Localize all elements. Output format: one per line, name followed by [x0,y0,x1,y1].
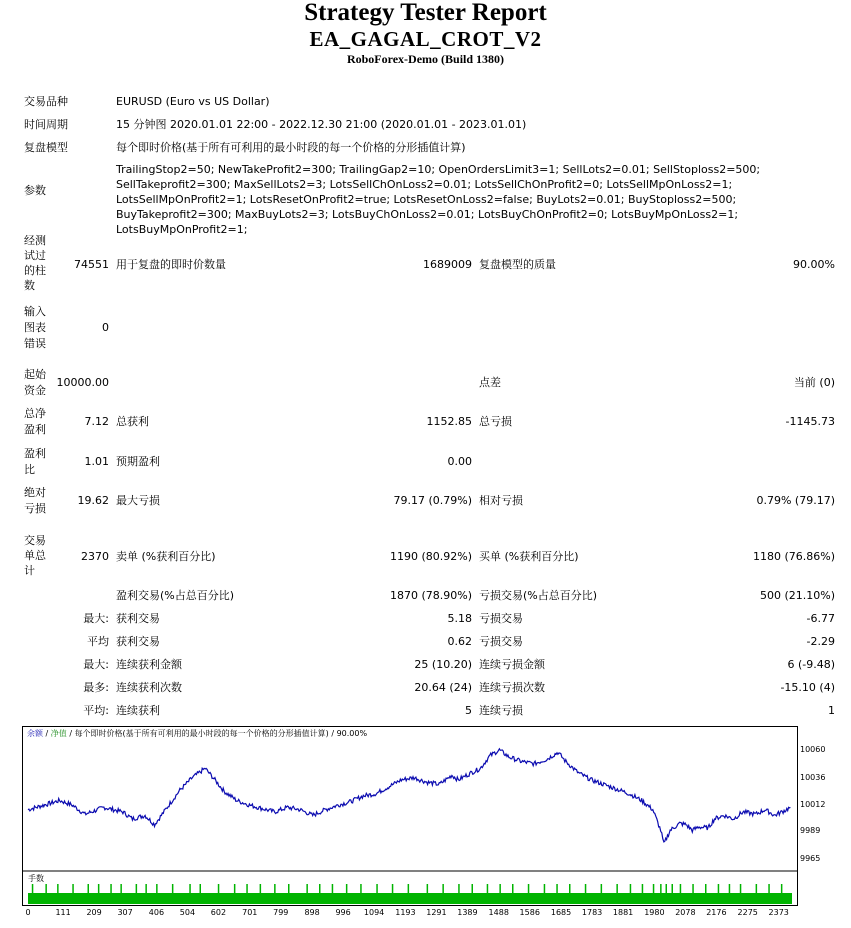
x-tick-label: 2275 [737,908,758,917]
loss-trades-value: 500 (21.10%) [759,589,835,602]
average-profit-value: 0.62 [447,635,472,648]
average-loss-label: 亏损交易 [479,635,523,648]
x-tick-label: 307 [117,908,133,917]
y-tick-label: 10012 [800,800,826,810]
net-value: 7.12 [84,415,109,428]
largest-loss-label: 亏损交易 [479,612,523,625]
y-tick-label: 9965 [800,853,821,863]
report-title: Strategy Tester Report [304,0,547,26]
ticks-value: 1689009 [423,258,472,271]
volume-label: 手数 [28,874,44,883]
x-tick-label: 1783 [581,908,603,917]
x-tick-label: 1980 [644,908,665,917]
period-label: 时间周期 [24,118,68,131]
errors-value: 0 [102,321,109,334]
profit-trades-value: 1870 (78.90%) [389,589,472,602]
largest-prefix: 最大: [83,612,109,625]
caption-equity: 净值 [50,729,67,738]
ea-name: EA_GAGAL_CROT_V2 [309,27,542,51]
x-tick-label: 1094 [363,908,385,917]
x-tick-label: 1586 [519,908,540,917]
caption-separator: / [43,729,51,738]
y-tick-label: 10036 [800,772,826,782]
average-loss-value: -2.29 [806,635,835,648]
x-tick-label: 602 [210,908,227,917]
x-tick-label: 2176 [706,908,727,917]
quality-value: 90.00% [793,258,835,271]
caption-balance: 余额 [27,729,43,738]
average-prefix: 平均 [87,635,109,648]
max-cons-profit-label: 连续获利次数 [116,681,182,694]
balance-chart-frame [22,726,798,906]
errors-label: 输入图表错误 [24,305,46,350]
net-label: 总净盈利 [24,407,46,436]
average-profit-label: 获利交易 [116,635,160,648]
max-cons-loss-value: -15.10 (4) [780,681,835,694]
long-value: 1180 (76.86%) [752,550,835,563]
spread-value: 当前 (0) [793,376,835,389]
x-tick-label: 996 [335,908,351,917]
trades-label: 交易单总计 [24,534,46,577]
quality-label: 复盘模型的质量 [479,258,556,271]
deposit-label: 起始资金 [24,368,46,397]
bars-value: 74551 [74,258,109,271]
max-cons-profit-value: 20.64 (24) [414,681,472,694]
max-cons-prefix: 最大: [83,658,109,671]
avg-cons-wins-value: 5 [465,704,472,717]
max-cons-losses-label: 连续亏损金额 [479,658,545,671]
abs-dd-label: 绝对亏损 [24,486,46,515]
max-cons-wins-label: 连续获利金额 [116,658,182,671]
gross-profit-value: 1152.85 [426,415,472,428]
avg-cons-prefix: 平均: [83,704,109,717]
trades-value: 2370 [81,550,109,563]
gross-profit-label: 总获利 [116,415,149,428]
abs-dd-value: 19.62 [77,494,109,507]
rel-dd-value: 0.79% (79.17) [756,494,835,507]
max-cons-loss-label: 连续亏损次数 [479,681,545,694]
x-tick-label: 1193 [395,908,416,917]
y-tick-label: 9989 [800,826,821,836]
largest-profit-value: 5.18 [447,612,472,625]
max-cons-count-prefix: 最多: [83,681,109,694]
largest-profit-label: 获利交易 [116,612,160,625]
largest-loss-value: -6.77 [806,612,835,625]
ticks-label: 用于复盘的即时价数量 [116,258,226,271]
caption-model: / 每个即时价格(基于所有可利用的最小时段的每一个价格的分形插值计算) / 90.00% [66,729,368,738]
x-tick-label: 0 [25,908,31,917]
rel-dd-label: 相对亏损 [479,494,523,507]
max-cons-wins-value: 25 (10.20) [414,658,472,671]
long-label: 买单 (%获利百分比) [479,550,579,563]
profit-trades-label: 盈利交易(%占总百分比) [116,589,235,602]
bars-label: 经测试过的柱数 [24,234,46,292]
avg-cons-losses-label: 连续亏损 [479,704,523,717]
model-label: 复盘模型 [24,141,68,154]
x-tick-label: 898 [304,908,320,917]
server-build: RoboForex-Demo (Build 1380) [346,52,505,66]
symbol-value: EURUSD (Euro vs US Dollar) [116,95,270,108]
pf-label: 盈利比 [24,447,46,476]
y-tick-label: 10060 [800,745,826,755]
x-tick-label: 701 [242,908,258,917]
gross-loss-value: -1145.73 [785,415,835,428]
period-value: 15 分钟图 2020.01.01 22:00 - 2022.12.30 21:00 (2020.01.01 - 2023.01.01) [116,118,527,131]
pf-value: 1.01 [84,455,109,468]
spread-label: 点差 [479,376,501,389]
x-tick-label: 504 [179,908,196,917]
payoff-value: 0.00 [447,455,472,468]
chart-caption [27,728,367,739]
max-cons-losses-value: 6 (-9.48) [787,658,835,671]
params-label: 参数 [24,184,46,197]
model-value: 每个即时价格(基于所有可利用的最小时段的每一个价格的分形插值计算) [116,141,466,154]
avg-cons-wins-label: 连续获利 [116,704,160,717]
loss-trades-label: 亏损交易(%占总百分比) [479,589,598,602]
x-tick-label: 1685 [550,908,572,917]
gross-loss-label: 总亏损 [479,415,512,428]
deposit-value: 10000.00 [56,376,109,389]
x-tick-label: 1488 [488,908,509,917]
x-tick-label: 1881 [612,908,634,917]
params-value: TrailingStop2=50; NewTakeProfit2=300; TrailingGap2=10; OpenOrdersLimit3=1; SellLots2=0.01; SellStoploss2=500; SellTakeprofit2=300; MaxSellLots2=3; LotsSellChOnLoss2=0.01; LotsSellChOnProfit2=0; LotsSellMpOnLoss2=1; LotsSellMpOnProfit2=1; LotsResetOnProfit2=true; LotsResetOnLoss2=false; BuyLots2=0.01; BuyStoploss2=500; BuyTakeprofit2=300; MaxBuyLots2=3; LotsBuyChOnLoss2=0.01; LotsBuyChOnProfit2=0; LotsBuyMpOnLoss2=1; LotsBuyMpOnProfit2=1; [116,163,761,236]
x-tick-label: 799 [273,908,289,917]
max-dd-value: 79.17 (0.79%) [393,494,472,507]
x-tick-label: 111 [55,908,71,917]
symbol-label: 交易品种 [24,95,68,108]
avg-cons-losses-value: 1 [828,704,835,717]
payoff-label: 预期盈利 [116,455,160,468]
x-tick-label: 1291 [426,908,447,917]
x-tick-label: 1389 [457,908,478,917]
max-dd-label: 最大亏损 [116,494,160,507]
x-tick-label: 406 [148,908,165,917]
short-label: 卖单 (%获利百分比) [116,550,216,563]
short-value: 1190 (80.92%) [389,550,472,563]
x-tick-label: 2373 [768,908,789,917]
x-tick-label: 2078 [675,908,696,917]
x-tick-label: 209 [86,908,102,917]
